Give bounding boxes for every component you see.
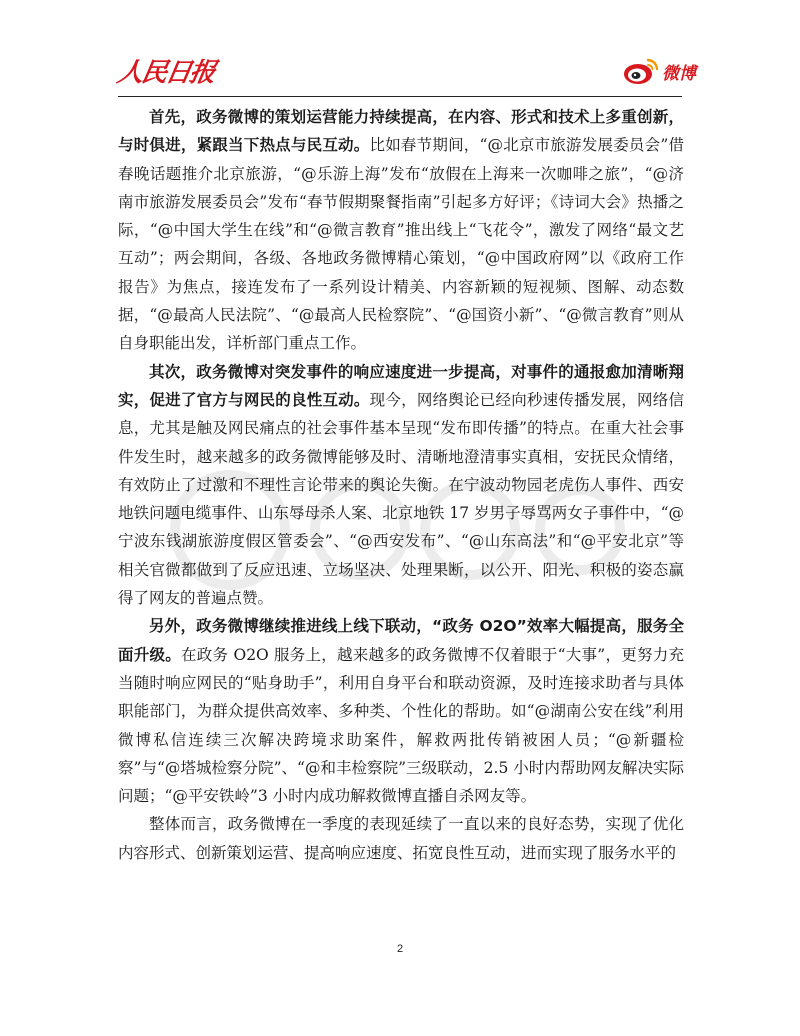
paragraph bbox=[118, 358, 684, 613]
document-body bbox=[118, 103, 684, 867]
paragraph-text: 现今，网络舆论已经向秒速传播发展，网络信息，尤其是触及网民痛点的社会事件基本呈现“发布即传播”的特点。在重大社会事件发生时，越来越多的政务微博能够及时、清晰地澄清事实真相，安抚民众情绪，有效防止了过激和不理性言论带来的舆论失衡。在宁波动物园老虎伤人事件、西安地铁问题电缆事件、山东辱母杀人案、北京地铁 17 岁男子辱骂两女子事件中，“@宁波东钱湖旅游度假区管委会”、“@西安发布”、“@山东高法”和“@平安北京”等相关官微都做到了反应迅速、立场坚决、处理果断，以公开、阳光、积极的姿态赢得了网友的普遍点赞。 bbox=[118, 390, 684, 608]
paragraph bbox=[118, 810, 684, 867]
page-number: 2 bbox=[396, 943, 404, 955]
weibo-logo-text: 微博 bbox=[662, 63, 696, 84]
paragraph-lead: 其次，政务微博对突发事件的响应速度进一步提高，对事件的通报愈加清晰翔实，促进了官方与网民的良性互动。 bbox=[118, 362, 684, 409]
page-header bbox=[0, 0, 800, 100]
paragraph-lead: 另外，政务微博继续推进线上线下联动，“政务 O2O”效率大幅提高，服务全面升级。 bbox=[118, 617, 684, 664]
paragraph bbox=[118, 612, 684, 810]
paragraph-text: 比如春节期间，“@北京市旅游发展委员会”借春晚话题推介北京旅游，“@乐游上海”发布“放假在上海来一次咖啡之旅”，“@济南市旅游发展委员会”发布“春节假期聚餐指南”引起多方好评；《诗词大会》热播之际，“@中国大学生在线”和“@微言教育”推出线上“飞花令”，激发了网络“最文艺互动”；两会期间，各级、各地政务微博精心策划，“@中国政府网”以《政府工作报告》为焦点，接连发布了一系列设计精美、内容新颖的短视频、图解、动态数据，“@最高人民法院”、“@最高人民检察院”、“@国资小新”、“@微言教育”则从自身职能出发，详析部门重点工作。 bbox=[118, 136, 684, 353]
paragraph-text: 在政务 O2O 服务上，越来越多的政务微博不仅着眼于“大事”，更努力充当随时响应网民的“贴身助手”，利用自身平台和联动资源，及时连接求助者与具体职能部门，为群众提供高效率、多种类、个性化的帮助。如“@湖南公安在线”利用微博私信连续三次解决跨境求助案件，解救两批传销被困人员；“@新疆检察”与“@塔城检察分院”、“@和丰检察院”三级联动，2.5 小时内帮助网友解决实际问题；“@平安铁岭”3 小时内成功解救微博直播自杀网友等。 bbox=[118, 645, 684, 806]
weibo-eye-icon bbox=[622, 56, 660, 86]
paragraph bbox=[118, 103, 684, 358]
peoples-daily-logo: 人民日报 bbox=[114, 58, 217, 88]
paragraph-lead: 首先，政务微博的策划运营能力持续提高，在内容、形式和技术上多重创新，与时俱进，紧跟当下热点与民互动。 bbox=[118, 108, 684, 155]
paragraph-text: 整体而言，政务微博在一季度的表现延续了一直以来的良好态势，实现了优化内容形式、创新策划运营、提高响应速度、拓宽良性互动，进而实现了服务水平的 bbox=[118, 815, 684, 862]
weibo-logo bbox=[622, 56, 696, 86]
header-divider bbox=[118, 96, 682, 97]
